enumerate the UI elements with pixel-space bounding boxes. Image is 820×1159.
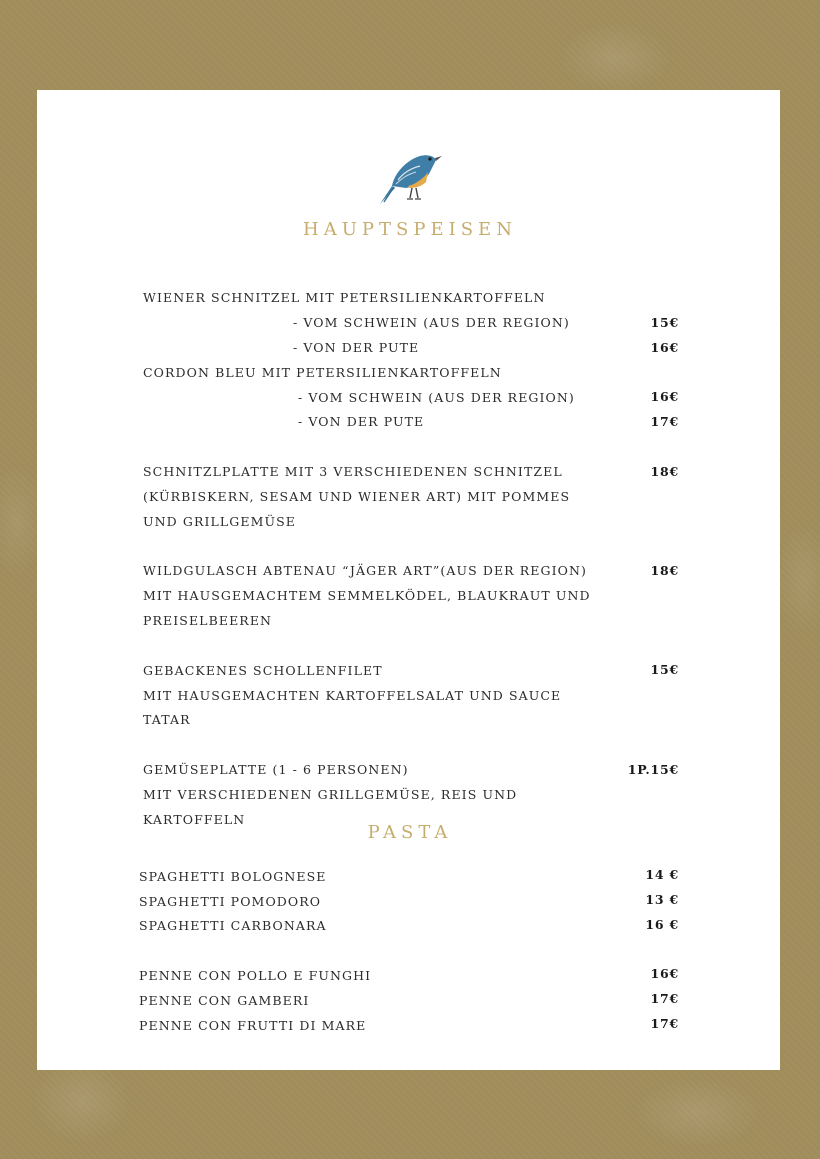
dish-title: CORDON BLEU MIT PETERSILIENKARTOFFELN: [143, 365, 502, 380]
bird-logo-icon: [372, 142, 444, 208]
dish-price: 18€: [650, 563, 679, 578]
pasta-price: 17€: [650, 1016, 679, 1031]
dish-price: 17€: [650, 414, 679, 429]
dish-price: 15€: [650, 662, 679, 677]
dish-description: (KÜRBISKERN, SESAM UND WIENER ART) MIT POMMES: [143, 489, 571, 504]
dish-price: 1P.15€: [627, 762, 679, 777]
dish-variant: - VOM SCHWEIN (AUS DER REGION): [293, 315, 570, 330]
section-title-main-courses: HAUPTSPEISEN: [303, 219, 517, 240]
pasta-price: 16€: [650, 966, 679, 981]
dish-title: SCHNITZLPLATTE MIT 3 VERSCHIEDENEN SCHNITZEL: [143, 464, 563, 479]
pasta-name: SPAGHETTI BOLOGNESE: [139, 869, 327, 884]
pasta-price: 17€: [650, 991, 679, 1006]
dish-description: UND GRILLGEMÜSE: [143, 514, 297, 529]
dish-price: 15€: [650, 315, 679, 330]
dish-title: GEMÜSEPLATTE (1 - 6 PERSONEN): [143, 762, 409, 777]
dish-price: 16€: [650, 340, 679, 355]
pasta-name: PENNE CON POLLO E FUNGHI: [139, 968, 372, 983]
dish-price: 16€: [650, 389, 679, 404]
dish-price: 18€: [650, 464, 679, 479]
pasta-name: SPAGHETTI POMODORO: [139, 894, 322, 909]
dish-title: WILDGULASCH ABTENAU “JÄGER ART”(AUS DER REGION): [143, 563, 587, 578]
dish-description: MIT HAUSGEMACHTEM SEMMELKÖDEL, BLAUKRAUT UND: [143, 588, 591, 603]
pasta-price: 13 €: [645, 892, 679, 907]
dish-variant: - VON DER PUTE: [293, 340, 420, 355]
section-title-pasta: PASTA: [367, 822, 453, 843]
pasta-name: PENNE CON GAMBERI: [139, 993, 310, 1008]
pasta-price: 16 €: [645, 917, 679, 932]
pasta-name: SPAGHETTI CARBONARA: [139, 918, 327, 933]
dish-title: GEBACKENES SCHOLLENFILET: [143, 663, 383, 678]
dish-variant: - VON DER PUTE: [298, 414, 425, 429]
dish-description: KARTOFFELN: [143, 812, 246, 827]
dish-title: WIENER SCHNITZEL MIT PETERSILIENKARTOFFELN: [143, 290, 546, 305]
pasta-name: PENNE CON FRUTTI DI MARE: [139, 1018, 367, 1033]
dish-description: TATAR: [143, 712, 191, 727]
dish-description: MIT VERSCHIEDENEN GRILLGEMÜSE, REIS UND: [143, 787, 518, 802]
dish-variant: - VOM SCHWEIN (AUS DER REGION): [298, 390, 575, 405]
dish-description: MIT HAUSGEMACHTEN KARTOFFELSALAT UND SAUCE: [143, 688, 562, 703]
dish-description: PREISELBEEREN: [143, 613, 273, 628]
pasta-price: 14 €: [645, 867, 679, 882]
